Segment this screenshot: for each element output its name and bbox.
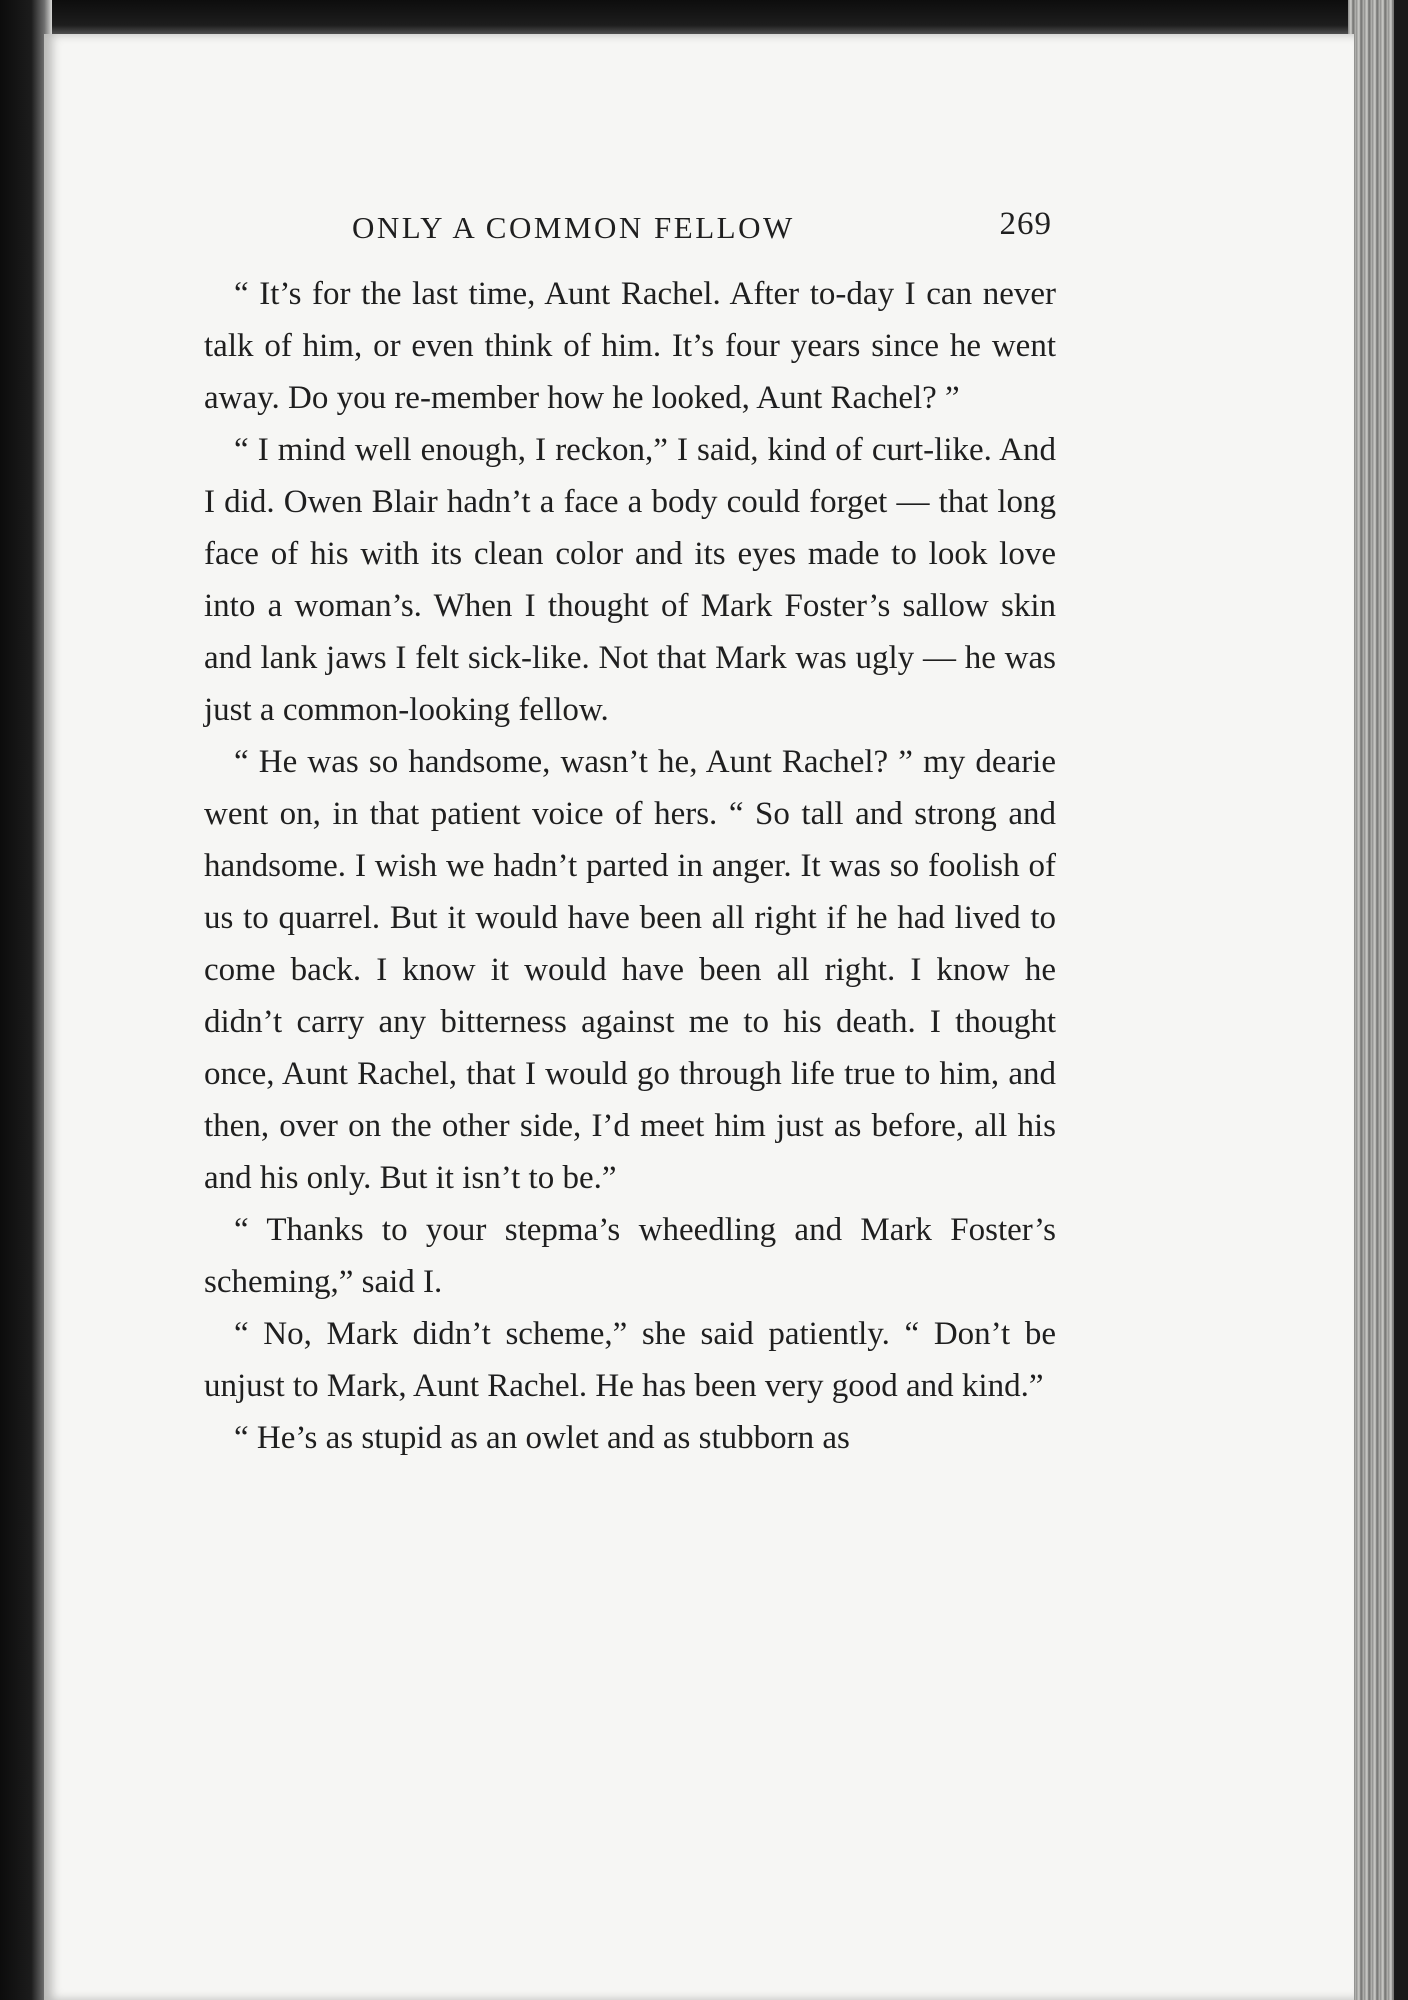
running-head	[204, 206, 1056, 268]
book-top-edge	[0, 0, 1408, 36]
running-title: ONLY A COMMON FELLOW	[352, 210, 795, 245]
paragraph: “ It’s for the last time, Aunt Rachel. After to-day I can never talk of him, or even think of him. It’s four years since he went away. Do you re-member how he looked, Aunt Rachel? ”	[204, 276, 1056, 416]
paragraph: “ No, Mark didn’t scheme,” she said patiently. “ Don’t be unjust to Mark, Aunt Rachel. He has been very good and kind.”	[204, 1316, 1056, 1404]
paragraph: “ Thanks to your stepma’s wheedling and Mark Foster’s scheming,” said I.	[204, 1212, 1056, 1300]
cover-edge	[1394, 0, 1408, 2000]
body-text	[204, 268, 1056, 1464]
text-block	[204, 206, 1056, 1464]
paragraph: “ I mind well enough, I reckon,” I said, kind of curt-like. And I did. Owen Blair hadn’t a face a body could forget — that long face of his with its clean color and its eyes made to look love into a woman’s. When I thought of Mark Foster’s sallow skin and lank jaws I felt sick-like. Not that Mark was ugly — he was just a common-looking fellow.	[204, 432, 1056, 728]
paragraph: “ He’s as stupid as an owlet and as stubborn as	[234, 1420, 850, 1456]
paragraph: “ He was so handsome, wasn’t he, Aunt Rachel? ” my dearie went on, in that patient voice of hers. “ So tall and strong and handsome. I wish we hadn’t parted in anger. It was so foolish of us to quarrel. But it would have been all right if he had lived to come back. I know it would have been all right. I know he didn’t carry any bitterness against me to his death. I thought once, Aunt Rachel, that I would go through life true to him, and then, over on the other side, I’d meet him just as before, all his and his only. But it isn’t to be.”	[204, 744, 1056, 1196]
page-number: 269	[999, 206, 1052, 242]
